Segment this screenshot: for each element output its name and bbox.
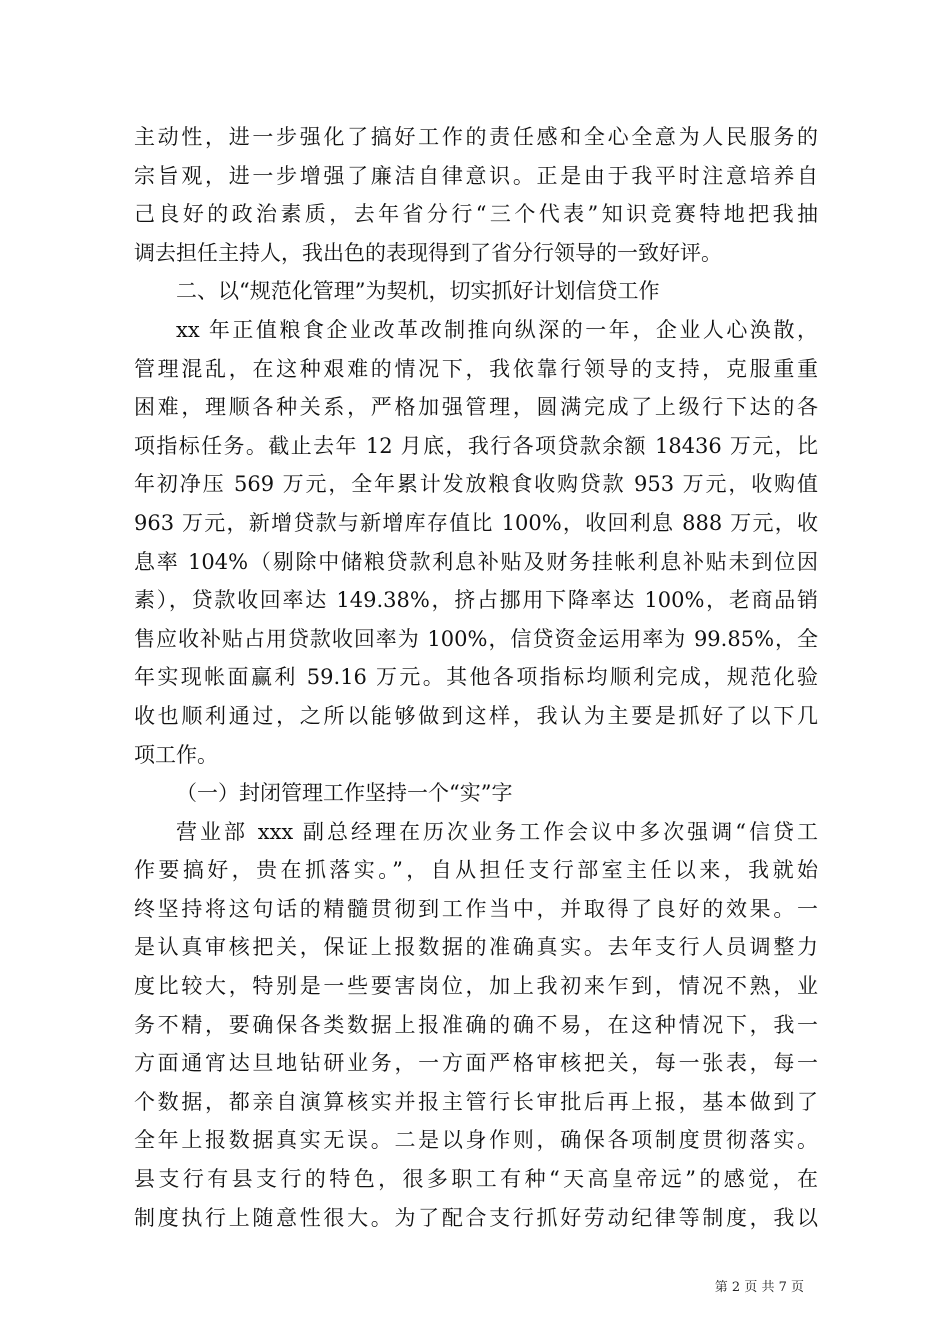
section-heading: 二、以“规范化管理”为契机，切实抓好计划信贷工作 [176,279,660,304]
text-line: 己良好的政治素质，去年省分行“三个代表”知识竞赛特地把我抽 [134,202,818,227]
subsection-heading: （一）封闭管理工作坚持一个“实”字 [176,781,513,806]
text-line: 管理混乱，在这种艰难的情况下，我依靠行领导的支持，克服重重 [134,356,818,381]
text-line: 息率 104%（剔除中储粮贷款利息补贴及财务挂帐利息补贴未到位因 [134,549,818,574]
text-line: 作要搞好，贵在抓落实。”，自从担任支行部室主任以来，我就始 [134,858,818,883]
text-line: 困难，理顺各种关系，严格加强管理，圆满完成了上级行下达的各 [134,395,818,420]
text-line: 终坚持将这句话的精髓贯彻到工作当中，并取得了良好的效果。一 [134,896,818,921]
text-line: xx 年正值粮食企业改革改制推向纵深的一年，企业人心涣散， [176,317,818,342]
text-line: 方面通宵达旦地钻研业务，一方面严格审核把关，每一张表，每一 [134,1051,818,1076]
text-line: 收也顺利通过，之所以能够做到这样，我认为主要是抓好了以下几 [134,703,818,728]
text-line: 个数据，都亲自演算核实并报主管行长审批后再上报，基本做到了 [134,1089,818,1114]
text-line: 售应收补贴占用贷款收回率为 100%，信贷资金运用率为 99.85%，全 [134,626,818,651]
text-line: 调去担任主持人，我出色的表现得到了省分行领导的一致好评。 [134,240,722,265]
text-line: 是认真审核把关，保证上报数据的准确真实。去年支行人员调整力 [134,935,818,960]
text-line: 年初净压 569 万元，全年累计发放粮食收购贷款 953 万元，收购值 [134,472,818,497]
text-line: 素），贷款收回率达 149.38%，挤占挪用下降率达 100%，老商品销 [134,588,818,613]
text-line: 制度执行上随意性很大。为了配合支行抓好劳动纪律等制度，我以 [134,1205,818,1230]
text-line: 县支行有县支行的特色，很多职工有种“天高皇帝远”的感觉，在 [134,1167,818,1192]
text-line: 年实现帐面赢利 59.16 万元。其他各项指标均顺利完成，规范化验 [134,665,818,690]
text-line: 项工作。 [134,742,218,767]
text-line: 宗旨观，进一步增强了廉洁自律意识。正是由于我平时注意培养自 [134,163,818,188]
text-line: 963 万元，新增贷款与新增库存值比 100%，收回利息 888 万元，收 [134,510,818,535]
text-line: 营业部 xxx 副总经理在历次业务工作会议中多次强调“信贷工 [176,819,818,844]
text-line: 主动性，进一步强化了搞好工作的责任感和全心全意为人民服务的 [134,125,818,149]
text-line: 项指标任务。截止去年 12 月底，我行各项贷款余额 18436 万元，比 [134,433,818,458]
text-line: 务不精，要确保各类数据上报准确的确不易，在这种情况下，我一 [134,1012,818,1037]
text-line: 全年上报数据真实无误。二是以身作则，确保各项制度贯彻落实。 [134,1128,818,1153]
page-number: 第 2 页 共 7 页 [714,1280,804,1295]
text-line: 度比较大，特别是一些要害岗位，加上我初来乍到，情况不熟，业 [134,974,818,999]
document-body [134,118,818,1237]
